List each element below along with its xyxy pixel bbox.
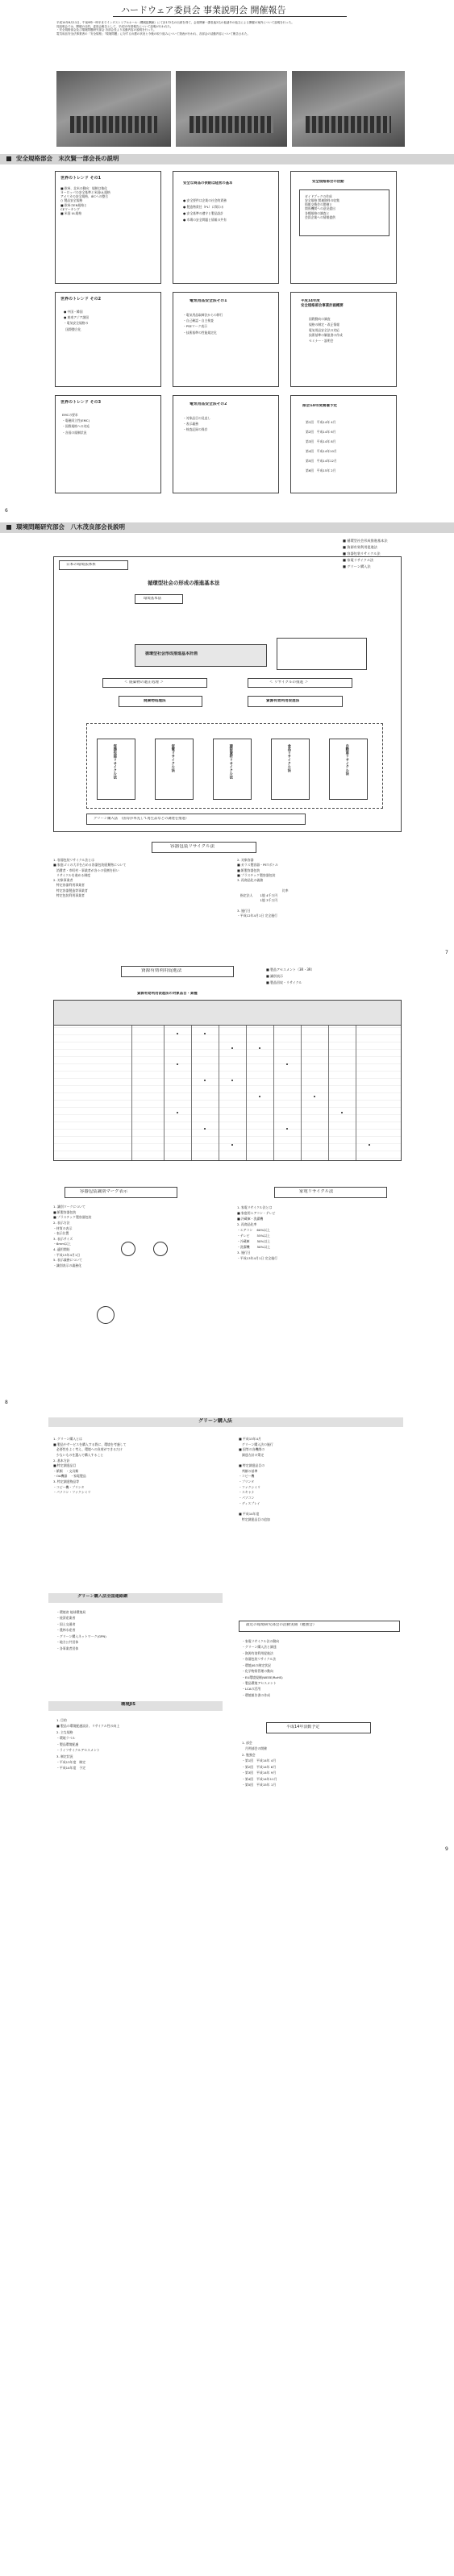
plan1-title: 平成14年度 安全規格部会事業計画概要 [301,299,344,308]
individual-law-text: 自動車リサイクル法 [344,744,349,776]
network-banner [48,1593,223,1603]
individual-law-frame [86,723,383,809]
basics-body: ● 安全要件は企業の社会的責務 ● 製造物責任（PL）に関わる ● 安全基準の遵守と製品設計 ● 市場の安全問題と情報の共有 [183,198,227,222]
law1-slide [173,292,279,387]
appliance-body: 1. 家電リサイクル法とは ■ 家庭用エアコン・テレビ ■ 冷蔵庫・洗濯機 2. 再商品化率 ・エアコン 60%以上 ・テレビ 55%以上 ・冷蔵庫 50%以上 ・洗濯機 50%以上 3. 施行日 ・平成13年4月1日 完全施行 [237,1205,278,1261]
activity-body: ガイドブックの作成 安全規格 関連資料の収集 情報交換会の開催と 関係機関への意見提出 各種規格の調査と 会員企業への情報提供 [305,194,339,219]
resource-title: 資源有効利用促進法 [141,968,182,973]
env-basic-law [135,594,183,604]
trend3-body: EMCの要求 ・電磁両立性(EMC) ・国際規格への対応 ・各国の規制状況 [62,413,90,435]
green-right: ■ 平成13年4月 グリーン購入法の施行 ■ 国等の各機関の 調達方針の策定 ■ 特定調達品目の 判断の基準 ・コピー機 ・プリンタ ・ファクシミリ ・スキャナ ・パソコン ・ディスプレイ ■ 平成14年度 特定調達品目の追加 [239,1437,273,1521]
plastic-mark-icon [153,1242,168,1256]
recent-title-box [239,1621,400,1632]
individual-law-box [97,739,135,800]
individual-law-text: 建設資材リサイクル法 [228,744,233,779]
label-title: 容器包装識別マーク表示 [80,1189,128,1194]
individual-law-box [271,739,310,800]
page-number: 9 [445,1846,448,1852]
resource-law-text: 資源有効利用促進法 [266,699,300,703]
page-number: 6 [5,508,8,514]
meeting-photo-3 [292,71,405,147]
recent-title: 最近の環境研究部会の活動実績（勉強会） [246,1623,317,1627]
schedule-row: 第5回 平成14年12月 [306,459,337,463]
plan2-title-box [266,1722,371,1733]
network-title: グリーン購入法全国連絡網 [77,1594,128,1599]
legal-label-text: 日本の環境法体系 [66,563,96,567]
individual-law-box [329,739,368,800]
eco-banner [48,1701,223,1711]
eco-title: 環境JIS [121,1702,135,1707]
resource-side: ■ 識別表示 [266,974,284,978]
schedule-row: 第2回 平成14年 6月 [306,430,336,434]
resource-table [53,1000,402,1161]
basic-plan-box [135,644,267,667]
schedule-slide [290,395,397,493]
schedule-row: 第1回 平成14年 4月 [306,420,336,424]
env-law-bullet: ■ 循環型社会形成推進基本法 [343,539,388,543]
container-left: 1. 容器包装リサイクル法とは ■ 家庭ゴミの大半を占める容器包装廃棄物について 消費者・市町村・事業者が各々の役割を担い リサイクルを進める制度 2. 対象事業者 特定容器利用事業者 特定容器製造等事業者 特定包装利用事業者 [53,858,127,897]
recycle-header-text: ＜ リサイクルの推進 ＞ [269,680,309,685]
legal-top-law: 循環型社会の形成の推進基本法 [148,580,220,586]
trend2-title: 世界のトレンド その2 [60,297,102,302]
green-title: グリーン購入法 [198,1418,232,1424]
green-law-box [86,814,306,825]
law1-body: ・電気用品取締法からの移行 ・自己確認・自主検査 ・PSEマーク表示 ・技術基準の性能規定化 [183,313,223,335]
container-title-box [152,842,256,853]
resource-law-box [248,696,343,707]
resource-side: ■ 製品アセスメント（3R・3R） [266,968,314,972]
basics-title: 安全な商品の供給は経営の基本 [183,181,233,185]
recycle-header [248,678,352,688]
resource-table-head: 資源有効利用促進法の対象品目・業種 [137,992,198,996]
individual-law-text: 容器包装リサイクル法 [112,744,117,779]
plan2-body: 1. 部会 月例部会の開催 2. 勉強会 ・第1回 平成14年 4月 ・第2回 平成14年 6月 ・第3回 平成14年 9月 ・第4回 平成14年11月 ・第5回 平成15年 1月 [242,1741,277,1787]
label-body: 1. 識別マークについて ■ 紙製容器包装 ■ プラスチック製容器包装 2. 表示方法 ・材質の表示 ・表示位置 3. 表示サイズ ・6mm以上 4. 適用開始 ・平成13年4月1日 5. 表示義務について ・識別表示の義務化 [53,1205,92,1268]
env-law-bullet: ■ 資源有効利用促進法 [343,545,377,549]
trend1-title: 世界のトレンド その1 [60,176,102,181]
env-law-bullet: ■ 容器包装リサイクル法 [343,551,381,556]
individual-law-box [155,739,194,800]
recycle-mark-icon [97,1306,115,1324]
individual-law-text: 食品リサイクル法 [286,744,291,772]
trend1-slide [55,171,161,284]
green-law-text: グリーン購入法 （国等が率先して再生品などの調達を推進） [94,817,190,821]
trend2-slide [55,292,161,387]
appliance-title: 家電リサイクル法 [299,1189,334,1194]
network-body: ・環境省 地球環境局 ・経済産業省 ・国土交通省 ・農林水産省 ・グリーン購入ネットワーク(GPN) ・地方公共団体 ・各事業者団体 [56,1610,106,1650]
schedule-title: 部会14年度開催予定 [302,404,338,408]
individual-law-text: 家電リサイクル法 [170,744,175,772]
plan1-body: 国際動向の調査 規格の制定・改正情報 電気用品安全法の対応 技術基準の解説書の作成 セミナー・説明会 [309,317,343,343]
green-left: 1. グリーン購入とは ■ 製品やサービスを購入する際に、環境を考慮して 必要性をよく考え、環境への負荷ができるだけ 少ないものを選んで購入すること 2. 基本方針 ■ 特定調達品目 ・紙類 ・文具類 ・OA機器 ・家電製品 3. 特定調達物品等 ・コピー機・プリンタ ・パソコン・ファクシミリ [53,1437,127,1495]
recent-body: ・家電リサイクル法の動向 ・グリーン購入法と調達 ・資源有効利用促進法 ・容器包装リサイクル法 ・環境JISの制定状況 ・化学物質管理の動向 ・EU環境規制(WEEE/RoHS) ・製品環境アセスメント ・LCAの活用 ・環境報告書の作成 [242,1639,283,1697]
legal-label [59,560,128,570]
law2-title: 電気用品安全法その2 [190,402,227,406]
law2-slide [173,395,279,493]
basics-slide [173,171,279,284]
env-law-bullet: ■ 家電リサイクル法 [343,558,374,562]
schedule-row: 第3回 平成14年 8月 [306,439,336,443]
section-marker-icon [6,525,11,530]
schedule-row: 第4回 平成14年10月 [306,449,337,453]
page-number: 8 [5,1400,8,1405]
eco-body: 1. 目的 ■ 製品の環境配慮設計、リサイクル性の向上 2. 主な規格 ・環境ラベル ・製品環境配慮 ・ライフサイクルアセスメント 3. 制定状況 ・平成13年度 制定 ・平成14年度 予定 [56,1718,120,1771]
meeting-photo-1 [56,71,171,147]
basic-plan-text: 循環型社会形成推進基本計画 [145,651,198,656]
appliance-title-box [274,1187,387,1198]
plan1-slide [290,292,397,387]
paper-mark-icon [121,1242,135,1256]
legal-diagram [53,556,402,832]
trend2-body: ● 中国・韓国 ● 東南アジア諸国 ・電気安全規格の 国際整合化 [64,310,89,331]
container-right: 2. 対象容器 ■ ガラス製容器・PETボトル ■ 紙製容器包装 ■ プラスチック製容器包装 3. 再商品化の義務 比率 指定法人 1億 4千万円 1億 3千万円 3. 施行日 ・平成12年4月1日 完全施行 [237,858,289,918]
label-title-box [65,1187,177,1198]
meeting-photo-2 [176,71,287,147]
env-basic-law-text: 環境基本法 [144,597,161,601]
activity-title: 安全規格部会の活動 [312,180,344,184]
activity-inner-box [299,189,389,236]
individual-law-box [213,739,252,800]
page-number: 7 [445,950,448,955]
law2-body: ・対象品目の見直し ・表示義務 ・検査記録の保存 [183,416,211,432]
env-law-bullet: ■ グリーン購入法 [343,564,371,568]
trend1-body: ■ 欧州、北米の動向：規制は強化 ヨーロッパの安全基準と米国UL規格 アメリカの安全規格、IECへの整合 ○ 製品安全規格 ■ 欧州のEN規格と CEマーキング ■ 米国 UL規格 [60,186,110,215]
container-title: 容器包装リサイクル法 [170,844,215,849]
section-title-safety: 安全規格部会 末次賢一部会長の説明 [16,155,119,162]
activity-slide [290,171,397,284]
report-intro: 平成14年6月11日、午前9時一時半までインダストリアルホール（機械振興館）にて計172名の出席を得て、会員関係一課長他2名の他諸介の他文による開催の案内について説明を行った。 同説明会では、開催の目的、委員会報告として、平成13年度報告について説明が行われた。 ・安全規格部会及び環境問題研究部会 各部会長より活動内容の説明を行った。 電気用品安全法事業者の「安全規格」「環境問題」に対する弁護の状況と今後の取り組みについて発表が行われ、各部会の活動内容について報告された。 [56,21,294,36]
section-marker-icon [6,156,11,161]
section-title-environment: 環境問題研究部会 八木茂良部会長説明 [16,523,125,531]
waste-law-text: 廃棄物処理法 [144,699,166,703]
report-title: ハードウェア委員会 事業説明会 開催報告 [121,5,286,15]
schedule-row: 第6回 平成15年 2月 [306,468,336,472]
trend3-slide [55,395,161,493]
disposal-header-text: ＜ 廃棄物の適正処理 ＞ [124,680,164,685]
trend3-title: 世界のトレンド その3 [60,400,102,405]
title-rule [113,16,347,17]
plan2-title: 平成14年活動予定 [286,1725,320,1729]
policy-box [277,638,367,670]
resource-side: ■ 製品回収・リサイクル [266,980,302,984]
law1-title: 電気用品安全法その1 [190,299,227,303]
resource-title-box [121,966,234,977]
disposal-header [102,678,207,688]
waste-law-box [119,696,202,707]
